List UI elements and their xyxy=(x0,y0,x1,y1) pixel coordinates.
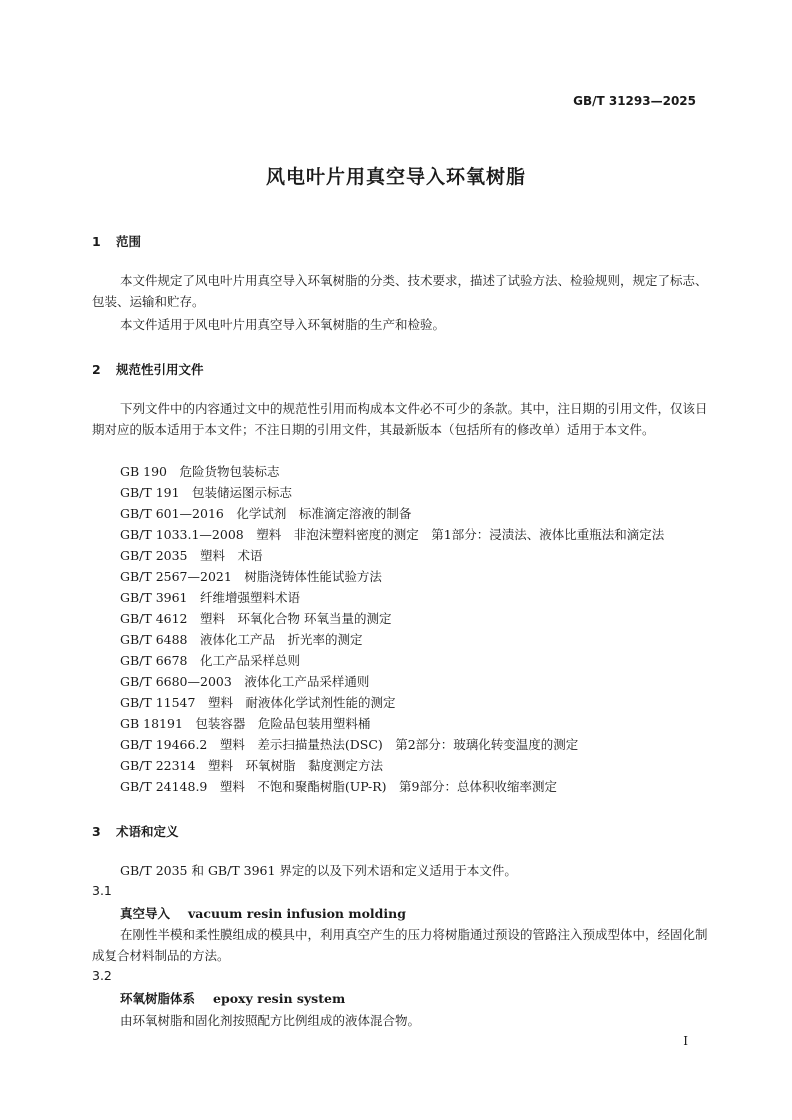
section-title: 术语和定义 xyxy=(116,824,179,839)
reference-item: GB/T 6488 液体化工产品 折光率的测定 xyxy=(120,632,363,647)
section-title: 规范性引用文件 xyxy=(116,362,204,377)
term-number: 3.1 xyxy=(92,883,112,898)
page-number: I xyxy=(683,1034,688,1048)
term-english: vacuum resin infusion molding xyxy=(188,906,407,921)
reference-item: GB 18191 包装容器 危险品包装用塑料桶 xyxy=(120,716,371,731)
section-number: 2 xyxy=(92,362,101,377)
reference-item: GB/T 3961 纤维增强塑料术语 xyxy=(120,590,301,605)
term-number: 3.2 xyxy=(92,968,112,983)
standard-number: GB/T 31293—2025 xyxy=(573,94,696,108)
reference-item: GB/T 19466.2 塑料 差示扫描量热法(DSC) 第2部分：玻璃化转变温度的测定 xyxy=(120,737,579,752)
reference-item: GB/T 2035 塑料 术语 xyxy=(120,548,263,563)
reference-item: GB/T 24148.9 塑料 不饱和聚酯树脂(UP-R) 第9部分：总体积收缩率测定 xyxy=(120,779,557,794)
term-chinese: 真空导入 xyxy=(120,906,171,921)
reference-item: GB/T 6680—2003 液体化工产品采样通则 xyxy=(120,674,370,689)
section-2-heading xyxy=(92,360,204,378)
section-title: 范围 xyxy=(116,234,142,249)
term-chinese: 环氧树脂体系 xyxy=(120,991,196,1006)
reference-item: GB/T 22314 塑料 环氧树脂 黏度测定方法 xyxy=(120,758,383,773)
reference-item: GB/T 1033.1—2008 塑料 非泡沫塑料密度的测定 第1部分：浸渍法、液体比重瓶法和滴定法 xyxy=(120,527,665,542)
reference-item: GB/T 6678 化工产品采样总则 xyxy=(120,653,301,668)
section-number: 3 xyxy=(92,824,101,839)
term-definition: 由环氧树脂和固化剂按照配方比例组成的液体混合物。 xyxy=(120,1013,421,1028)
term-heading xyxy=(120,904,406,922)
section-3-intro: GB/T 2035 和 GB/T 3961 界定的以及下列术语和定义适用于本文件。 xyxy=(120,863,517,878)
reference-item: GB/T 601—2016 化学试剂 标准滴定溶液的制备 xyxy=(120,506,412,521)
reference-item: GB/T 2567—2021 树脂浇铸体性能试验方法 xyxy=(120,569,382,584)
section-3-heading xyxy=(92,822,179,840)
term-english: epoxy resin system xyxy=(213,991,346,1006)
reference-item: GB/T 191 包装储运图示标志 xyxy=(120,485,293,500)
section-1-paragraph-2: 本文件适用于风电叶片用真空导入环氧树脂的生产和检验。 xyxy=(120,317,446,332)
section-1-heading xyxy=(92,232,141,250)
section-1-paragraph-1: 本文件规定了风电叶片用真空导入环氧树脂的分类、技术要求，描述了试验方法、检验规则，规定了标志、包装、运输和贮存。 xyxy=(92,273,708,309)
reference-item: GB 190 危险货物包装标志 xyxy=(120,464,280,479)
term-heading xyxy=(120,989,345,1007)
term-definition: 在刚性半模和柔性膜组成的模具中，利用真空产生的压力将树脂通过预设的管路注入预成型体中，经固化制成复合材料制品的方法。 xyxy=(92,927,708,963)
document-title: 风电叶片用真空导入环氧树脂 xyxy=(265,166,526,188)
reference-item: GB/T 4612 塑料 环氧化合物 环氧当量的测定 xyxy=(120,611,392,626)
reference-item: GB/T 11547 塑料 耐液体化学试剂性能的测定 xyxy=(120,695,396,710)
section-number: 1 xyxy=(92,234,101,249)
section-2-intro: 下列文件中的内容通过文中的规范性引用而构成本文件必不可少的条款。其中，注日期的引用文件，仅该日期对应的版本适用于本文件；不注日期的引用文件，其最新版本（包括所有的修改单）适用于本文件。 xyxy=(92,401,708,437)
